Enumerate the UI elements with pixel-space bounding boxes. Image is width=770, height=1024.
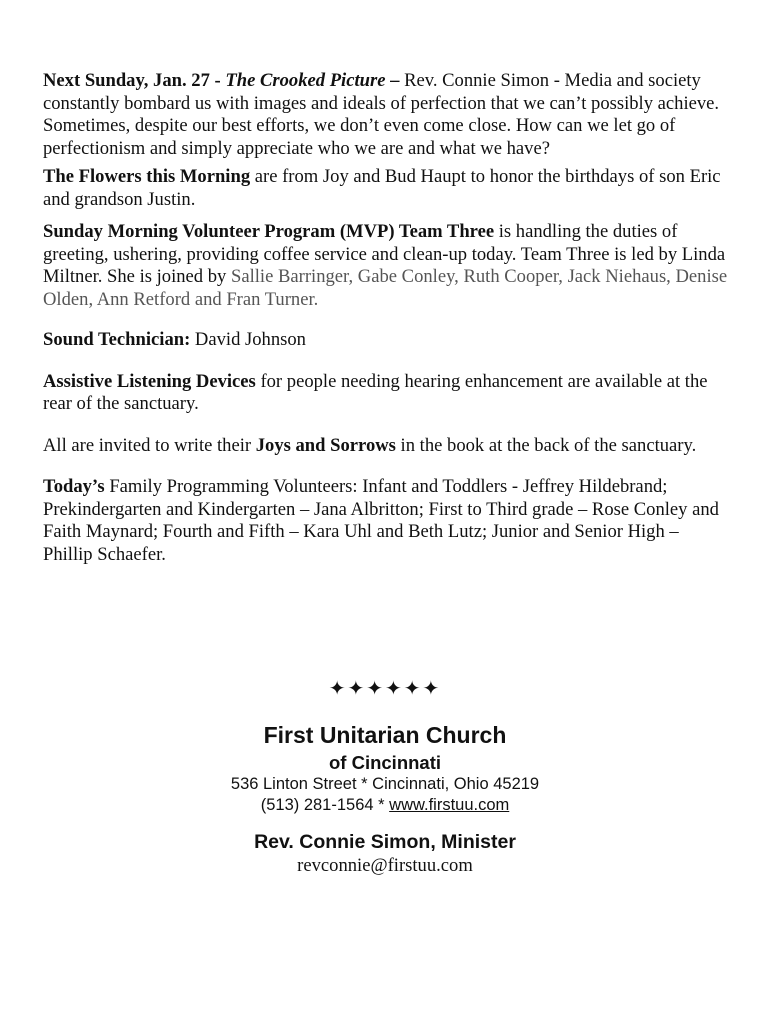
next-sunday-description: Rev. Connie Simon - Media and society constantly bombard us with images and ideals of perfection that we can’t possibly achieve. Sometimes, despite our best efforts, we don’t even come close. How can we let go of perfectionism and simply appreciate who we are and what we have? bbox=[43, 70, 720, 159]
website-link[interactable]: www.firstuu.com bbox=[389, 796, 510, 814]
joys-paragraph bbox=[43, 435, 731, 458]
today-label: Today’s bbox=[43, 476, 105, 497]
flowers-paragraph bbox=[43, 166, 731, 211]
sermon-title: The Crooked Picture bbox=[225, 70, 386, 91]
church-name: First Unitarian Church bbox=[263, 722, 507, 748]
joys-label: Joys and Sorrows bbox=[255, 434, 396, 456]
assistive-label: Assistive Listening Devices bbox=[43, 370, 256, 392]
mvp-members: Sallie Barringer, Gabe Conley, Ruth Cooper, Jack Niehaus, Denise Olden, Ann Retford and Fran Turner. bbox=[43, 266, 728, 310]
sound-paragraph bbox=[43, 329, 731, 352]
minister-email[interactable]: revconnie@firstuu.com bbox=[297, 855, 473, 876]
minister-name: Rev. Connie Simon, Minister bbox=[254, 831, 516, 853]
ornament-divider: ✦✦✦✦✦✦ bbox=[328, 676, 442, 700]
joys-before: All are invited to write their bbox=[43, 434, 256, 456]
next-sunday-paragraph bbox=[43, 70, 731, 160]
today-paragraph bbox=[43, 476, 731, 566]
church-contact-line bbox=[0, 796, 770, 815]
church-city: of Cincinnati bbox=[328, 752, 442, 773]
mvp-label: Sunday Morning Volunteer Program (MVP) Team Three bbox=[43, 221, 495, 242]
church-phone: (513) 281-1564 * bbox=[260, 796, 390, 814]
flowers-label: The Flowers this Morning bbox=[43, 166, 251, 187]
sermon-dash: – bbox=[385, 70, 405, 91]
church-address: 536 Linton Street * Cincinnati, Ohio 45219 bbox=[230, 775, 540, 793]
bulletin-body bbox=[43, 70, 731, 566]
sound-technician-name: David Johnson bbox=[190, 329, 306, 350]
next-sunday-label: Next Sunday, Jan. 27 - bbox=[43, 70, 226, 91]
sound-label: Sound Technician: bbox=[43, 329, 191, 350]
flowers-description: are from Joy and Bud Haupt to honor the birthdays of son Eric and grandson Justin. bbox=[43, 166, 721, 210]
mvp-paragraph bbox=[43, 221, 731, 311]
joys-after: in the book at the back of the sanctuary. bbox=[395, 434, 697, 456]
today-description: Family Programming Volunteers: Infant and Toddlers - Jeffrey Hildebrand; Prekindergarten and Kindergarten – Jana Albritton; First to Third grade – Rose Conley and Faith Maynard; Fourth and Fifth – Kara Uhl and Beth Lutz; Junior and Senior High – Phillip Schaefer. bbox=[43, 476, 719, 565]
mvp-description: is handling the duties of greeting, ushering, providing coffee service and clean-up today. Team Three is led by Linda Miltner. She is joined by bbox=[43, 221, 726, 287]
assistive-description: for people needing hearing enhancement are available at the rear of the sanctuary. bbox=[43, 370, 708, 414]
assistive-paragraph bbox=[43, 371, 731, 416]
